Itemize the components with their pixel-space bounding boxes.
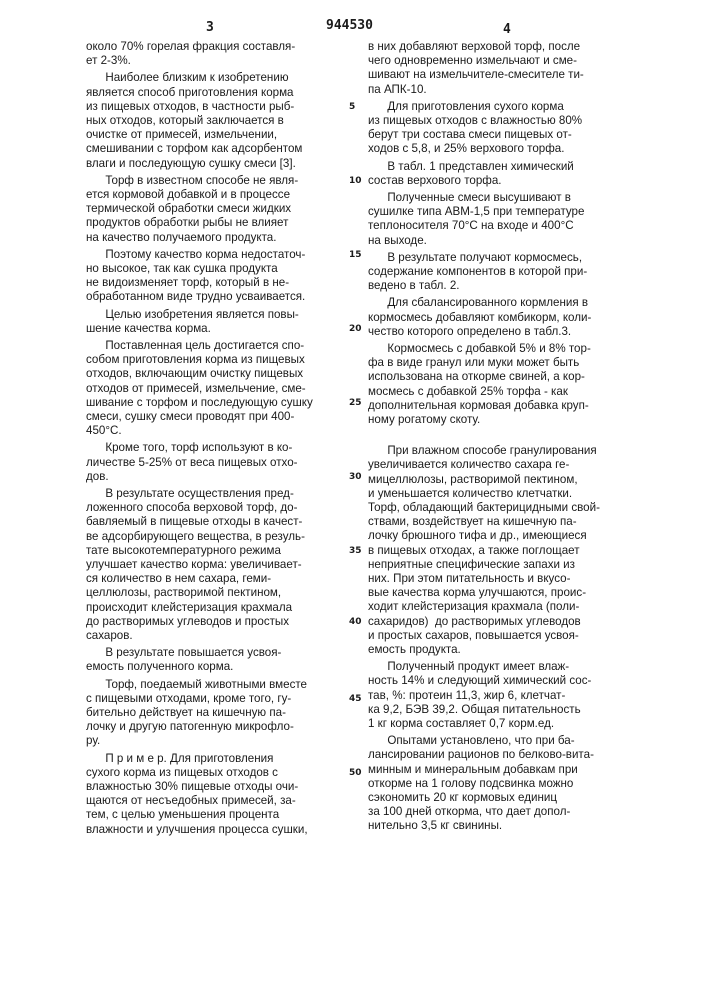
paragraph [86, 646, 281, 674]
text-line: ведено в табл. 2. [368, 279, 587, 293]
text-line: неприятные специфические запахи из [368, 558, 600, 572]
text-line: дополнительная кормовая добавка круп- [368, 399, 591, 413]
line-number: 15 [349, 250, 362, 261]
line-number: 40 [349, 617, 362, 628]
text-line: па АПК-10. [368, 83, 584, 97]
text-line: очистке от примесей, измельчении, [86, 128, 302, 142]
text-line: и простых сахаров, повышается усвоя- [368, 629, 600, 643]
page-number-right: 4 [503, 22, 511, 37]
text-line: нительно 3,5 кг свинины. [368, 819, 594, 833]
text-line: чество которого определено в табл.3. [368, 325, 591, 339]
text-line: лочку и другую патогенную микрофло- [86, 720, 307, 734]
paragraph [86, 678, 307, 749]
text-line: них. При этом питательность и вкусо- [368, 572, 600, 586]
text-line: на выходе. [368, 234, 584, 248]
paragraph [368, 40, 584, 97]
text-line: мосмесь с добавкой 25% торфа - как [368, 385, 591, 399]
text-line: тате высокотемпературного режима [86, 544, 305, 558]
paragraph [86, 441, 298, 484]
text-line: ется кормовой добавкой и в процессе [86, 188, 298, 202]
text-line: минным и минеральным добавкам при [368, 763, 594, 777]
text-line: смешивании с торфом как адсорбентом [86, 142, 302, 156]
text-line: происходит клейстеризация крахмала [86, 601, 305, 615]
text-line: ных отходов, который заключается в [86, 114, 302, 128]
paragraph [368, 100, 582, 157]
text-line: не видоизменяет торф, который в не- [86, 276, 305, 290]
paragraph [368, 160, 574, 188]
text-line: Наиболее близким к изобретению [86, 71, 302, 85]
text-line: шение качества корма. [86, 322, 299, 336]
text-line: Кормосмесь с добавкой 5% и 8% тор- [368, 342, 591, 356]
text-line: бительно действует на кишечную па- [86, 706, 307, 720]
text-line: из пищевых отходов, в частности рыб- [86, 100, 302, 114]
text-line: тем, с целью уменьшения процента [86, 808, 308, 822]
text-line: сахаров. [86, 629, 305, 643]
text-line: сахаридов) до растворимых углеводов [368, 615, 600, 629]
text-line: вые качества корма улучшаются, проис- [368, 586, 600, 600]
paragraph [86, 174, 298, 245]
line-number: 5 [349, 102, 355, 113]
text-line: личестве 5-25% от веса пищевых отхо- [86, 456, 298, 470]
text-line: продуктов обработки рыбы не влияет [86, 216, 298, 230]
text-line: П р и м е р. Для приготовления [86, 752, 308, 766]
text-line: влажности и улучшения процесса сушки, [86, 823, 308, 837]
text-line: теплоносителя 70°С на входе и 400°С [368, 219, 584, 233]
text-line: чего одновременно измельчают и сме- [368, 54, 584, 68]
text-line: берут три состава смеси пищевых от- [368, 128, 582, 142]
text-line: ность 14% и следующий химический сос- [368, 674, 591, 688]
line-number: 20 [349, 324, 362, 335]
page-number-left: 3 [206, 20, 214, 35]
text-line: термической обработки смеси жидких [86, 202, 298, 216]
text-line: ка 9,2, БЭВ 39,2. Общая питательность [368, 703, 591, 717]
text-line: с пищевыми отходами, кроме того, гу- [86, 692, 307, 706]
text-line: отходов, включающим очистку пищевых [86, 367, 313, 381]
text-line: кормосмесь добавляют комбикорм, коли- [368, 311, 591, 325]
text-line: ве адсорбирующего вещества, в резуль- [86, 530, 305, 544]
text-line: влаги и последующую сушку смеси [3]. [86, 157, 302, 171]
text-line: тав, %: протеин 11,3, жир 6, клетчат- [368, 689, 591, 703]
text-line: сухого корма из пищевых отходов с [86, 766, 308, 780]
paragraph [86, 308, 299, 336]
text-line: Полученный продукт имеет влаж- [368, 660, 591, 674]
text-line: Торф, поедаемый животными вместе [86, 678, 307, 692]
paragraph [368, 342, 591, 427]
paragraph [86, 339, 313, 438]
line-number: 10 [349, 176, 362, 187]
text-line: около 70% горелая фракция составля- [86, 40, 295, 54]
text-line: в них добавляют верховой торф, после [368, 40, 584, 54]
text-line: смеси, сушку смеси проводят при 400- [86, 410, 313, 424]
text-line: сэкономить 20 кг кормовых единиц [368, 791, 594, 805]
text-line: увеличивается количество сахара ге- [368, 458, 600, 472]
text-line: бавляемый в пищевые отходы в качест- [86, 515, 305, 529]
text-line: Для приготовления сухого корма [368, 100, 582, 114]
paragraph [86, 71, 302, 170]
text-line: В результате осуществления пред- [86, 487, 305, 501]
text-line: но высокое, так как сушка продукта [86, 262, 305, 276]
text-line: В результате повышается усвоя- [86, 646, 281, 660]
text-line: фа в виде гранул или муки может быть [368, 356, 591, 370]
text-line: ложенного способа верховой торф, до- [86, 501, 305, 515]
text-line: Опытами установлено, что при ба- [368, 734, 594, 748]
text-line: шивают на измельчителе-смесителе ти- [368, 68, 584, 82]
text-line: содержание компонентов в которой при- [368, 265, 587, 279]
text-line: Полученные смеси высушивают в [368, 191, 584, 205]
text-line: При влажном способе гранулирования [368, 444, 600, 458]
text-line: В табл. 1 представлен химический [368, 160, 574, 174]
text-line: Торф в известном способе не явля- [86, 174, 298, 188]
paragraph [86, 248, 305, 305]
text-line: обработанном виде трудно усваивается. [86, 290, 305, 304]
paragraph [368, 444, 600, 657]
line-number: 35 [349, 546, 362, 557]
text-line: мицеллюлозы, растворимой пектином, [368, 473, 600, 487]
text-line: Торф, обладающий бактерицидными свой- [368, 501, 600, 515]
patent-number: 944530 [326, 18, 373, 33]
text-line: ходов с 5,8, и 25% верхового торфа. [368, 142, 582, 156]
paragraph [368, 296, 591, 339]
text-line: использована на откорме свиней, а кор- [368, 370, 591, 384]
paragraph [86, 40, 295, 68]
text-line: лочку брюшного тифа и др., имеющиеся [368, 529, 600, 543]
text-line: Кроме того, торф используют в ко- [86, 441, 298, 455]
text-line: Целью изобретения является повы- [86, 308, 299, 322]
text-line: дов. [86, 470, 298, 484]
paragraph [86, 487, 305, 643]
text-line: ному рогатому скоту. [368, 413, 591, 427]
text-line: на качество получаемого продукта. [86, 231, 298, 245]
text-line: Поставленная цель достигается спо- [86, 339, 313, 353]
text-line: собом приготовления корма из пищевых [86, 353, 313, 367]
text-line: Поэтому качество корма недостаточ- [86, 248, 305, 262]
text-line: емость продукта. [368, 643, 600, 657]
text-line: ру. [86, 734, 307, 748]
line-number: 45 [349, 694, 362, 705]
line-number: 50 [349, 768, 362, 779]
text-line: влажностью 30% пищевые отходы очи- [86, 780, 308, 794]
text-line: ходит клейстеризация крахмала (поли- [368, 600, 600, 614]
text-line: в пищевых отходах, а также поглощает [368, 544, 600, 558]
paragraph [86, 752, 308, 837]
text-line: целлюлозы, растворимой пектином, [86, 586, 305, 600]
text-line: ствами, воздействует на кишечную па- [368, 515, 600, 529]
paragraph [368, 191, 584, 248]
text-line: ся количество в нем сахара, геми- [86, 572, 305, 586]
text-line: откорме на 1 голову подсвинка можно [368, 777, 594, 791]
text-line: ет 2-3%. [86, 54, 295, 68]
paragraph [368, 660, 591, 731]
paragraph [368, 734, 594, 833]
text-line: до растворимых углеводов и простых [86, 615, 305, 629]
paragraph [368, 251, 587, 294]
text-line: отходов от примесей, измельчение, сме- [86, 382, 313, 396]
text-line: является способ приготовления корма [86, 86, 302, 100]
text-line: В результате получают кормосмесь, [368, 251, 587, 265]
text-line: емость полученного корма. [86, 660, 281, 674]
text-line: из пищевых отходов с влажностью 80% [368, 114, 582, 128]
text-line: за 100 дней откорма, что дает допол- [368, 805, 594, 819]
text-line: Для сбалансированного кормления в [368, 296, 591, 310]
text-line: 450°С. [86, 424, 313, 438]
text-line: 1 кг корма составляет 0,7 корм.ед. [368, 717, 591, 731]
line-number: 30 [349, 472, 362, 483]
text-line: состав верхового торфа. [368, 174, 574, 188]
text-line: щаются от несъедобных примесей, за- [86, 794, 308, 808]
line-number: 25 [349, 398, 362, 409]
text-line: и уменьшается количество клетчатки. [368, 487, 600, 501]
text-line: шивание с торфом и последующую сушку [86, 396, 313, 410]
text-line: лансировании рационов по белково-вита- [368, 748, 594, 762]
text-line: улучшает качество корма: увеличивает- [86, 558, 305, 572]
text-line: сушилке типа АВМ-1,5 при температуре [368, 205, 584, 219]
